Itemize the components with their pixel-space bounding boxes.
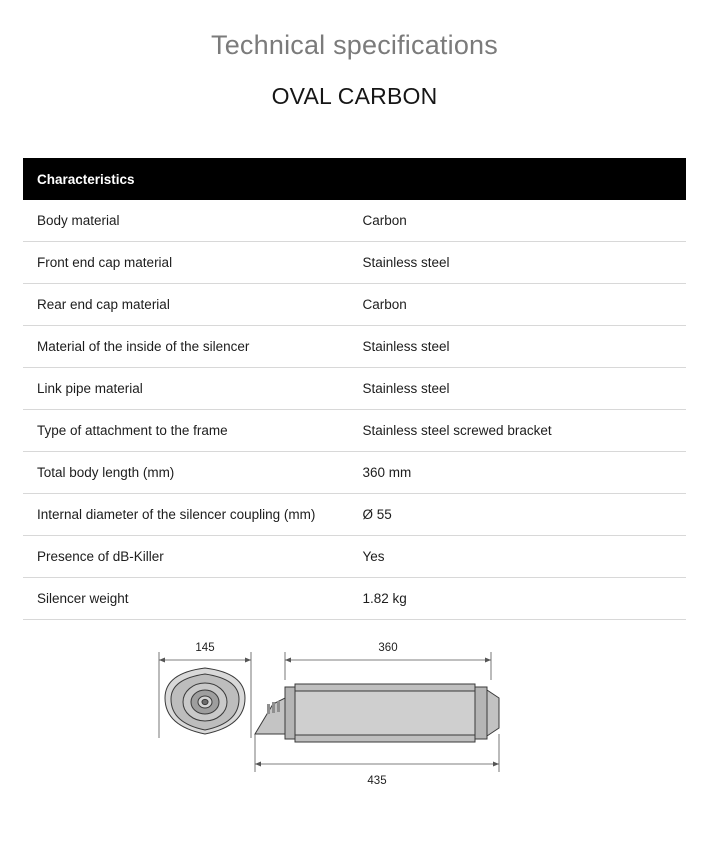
- table-row: [23, 410, 686, 452]
- document-page: [0, 30, 709, 847]
- table-row: [23, 578, 686, 620]
- spec-name: Internal diameter of the silencer coupling (mm): [23, 494, 355, 536]
- product-name: OVAL CARBON: [271, 83, 438, 109]
- spec-value: Ø 55: [355, 494, 687, 536]
- spec-name: Presence of dB-Killer: [23, 536, 355, 578]
- table-head: [23, 158, 686, 200]
- spec-value: Stainless steel: [355, 242, 687, 284]
- spec-name: Material of the inside of the silencer: [23, 326, 355, 368]
- side-view: [255, 684, 499, 742]
- spec-name: Rear end cap material: [23, 284, 355, 326]
- body-dimension: [285, 652, 491, 680]
- spec-name: Front end cap material: [23, 242, 355, 284]
- spec-value: 360 mm: [355, 452, 687, 494]
- table-row: [23, 494, 686, 536]
- dim-total-label: 435: [366, 775, 387, 787]
- table-header-characteristics: Characteristics: [23, 158, 686, 200]
- table-row: [23, 326, 686, 368]
- spec-name: Type of attachment to the frame: [23, 410, 355, 452]
- dim-front-label: 145: [194, 642, 215, 654]
- page-title: Technical specifications: [211, 30, 498, 60]
- spec-name: Silencer weight: [23, 578, 355, 620]
- table-row: [23, 242, 686, 284]
- spec-value: 1.82 kg: [355, 578, 687, 620]
- spec-value: Stainless steel: [355, 326, 687, 368]
- spec-value: Stainless steel screwed bracket: [355, 410, 687, 452]
- spec-value: Yes: [355, 536, 687, 578]
- table-row: [23, 452, 686, 494]
- technical-drawing: [155, 638, 555, 788]
- table-row: [23, 284, 686, 326]
- table-body: [23, 200, 686, 620]
- spec-value: Carbon: [355, 284, 687, 326]
- front-view: [165, 668, 245, 734]
- table-row: [23, 200, 686, 242]
- spec-name: Total body length (mm): [23, 452, 355, 494]
- table-header-row: [23, 158, 686, 200]
- table-row: [23, 536, 686, 578]
- specifications-table: [23, 158, 686, 620]
- spec-value: Stainless steel: [355, 368, 687, 410]
- spec-value: Carbon: [355, 200, 687, 242]
- dim-body-label: 360: [377, 642, 398, 654]
- spec-name: Link pipe material: [23, 368, 355, 410]
- spec-name: Body material: [23, 200, 355, 242]
- table-row: [23, 368, 686, 410]
